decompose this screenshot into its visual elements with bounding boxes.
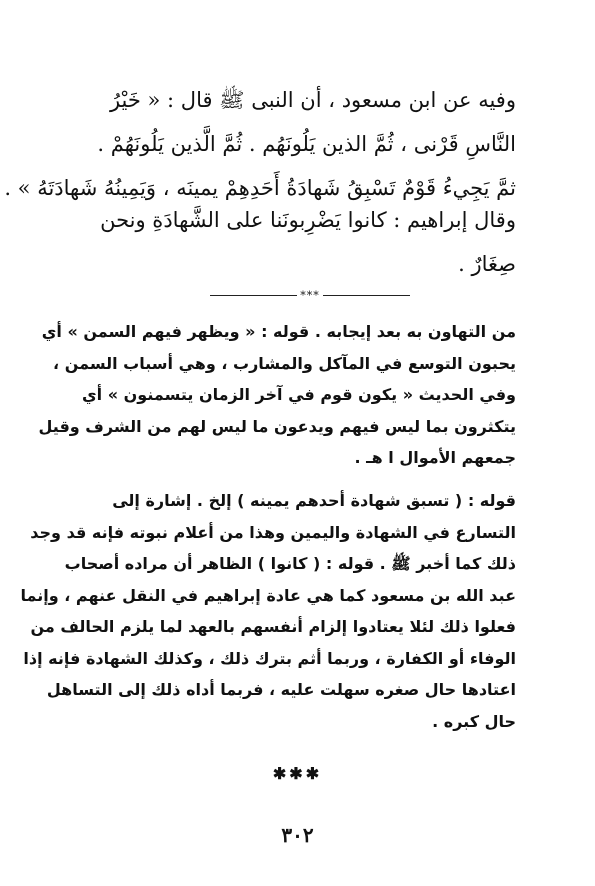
commentary-paragraph-2 — [20, 485, 516, 737]
end-stars: ✱✱✱ — [272, 764, 323, 783]
hadith-line: ثمَّ يَجِيءُ قَوْمٌ تَسْبِقُ شَهادَةُ أَحَدِهِمْ يمينَه ، وَيَمِينُهُ شَهادَتَهُ » . — [4, 176, 516, 200]
commentary-line: اعتادها حال صغره سهلت عليه ، فربما أداه ذلك إلى التساهل — [46, 680, 516, 699]
commentary-line: الوفاء أو الكفارة ، وربما أثم بترك ذلك ، وكذلك الشهادة فإنه إذا — [23, 648, 516, 668]
ibrahim-line: صِغَارٌ . — [458, 252, 516, 276]
commentary-line: جمعهم الأموال ا هـ . — [354, 448, 516, 467]
commentary-line: يتكثرون بما ليس فيهم ويدعون ما ليس لهم من الشرف وقيل — [38, 416, 516, 436]
commentary-line: فعلوا ذلك لئلا يعتادوا إلزام أنفسهم بالعهد لما يلزم الحالف من — [30, 617, 516, 636]
commentary-line: قوله : ( تسبق شهادة أحدهم يمينه ) إلخ . إشارة إلى — [112, 491, 516, 510]
commentary-paragraph — [38, 316, 516, 474]
separator-line — [323, 295, 410, 296]
commentary-line: التسارع في الشهادة واليمين وهذا من أعلام نبوته فإنه قد وجد — [30, 522, 516, 542]
commentary-line: يحبون التوسع في المآكل والمشارب ، وهي أسباب السمن ، — [53, 353, 516, 373]
ibrahim-line: وقال إبراهيم : كانوا يَضْرِبونَنا على الشَّهادَةِ ونحن — [100, 208, 516, 232]
section-separator — [210, 288, 410, 302]
commentary-line: وفي الحديث « يكون قوم في آخر الزمان يتسمنون » أي — [82, 385, 516, 404]
separator-stars: *** — [300, 288, 320, 302]
commentary-line: عبد الله بن مسعود كما هي عادة إبراهيم في النقل عنهم ، وإنما — [20, 585, 516, 605]
page-number: ٣٠٢ — [281, 823, 314, 847]
hadith-line: وفيه عن ابن مسعود ، أن النبى ﷺ قال : « خَيْرُ — [109, 88, 516, 112]
commentary-line: ذلك كما أخبر ﷺ . قوله : ( كانوا ) الظاهر أن مراده أصحاب — [64, 554, 516, 573]
commentary-line: من التهاون به بعد إيجابه . قوله : « ويظهر فيهم السمن » أي — [41, 322, 516, 341]
hadith-paragraph — [4, 78, 516, 210]
separator-line — [210, 295, 297, 296]
hadith-line: النَّاسِ قَرْنى ، ثُمَّ الذين يَلُونَهُم . ثُمَّ الَّذين يَلُونَهُمْ . — [97, 132, 516, 156]
ibrahim-paragraph — [78, 198, 516, 286]
commentary-line: حال كبره . — [432, 711, 516, 731]
